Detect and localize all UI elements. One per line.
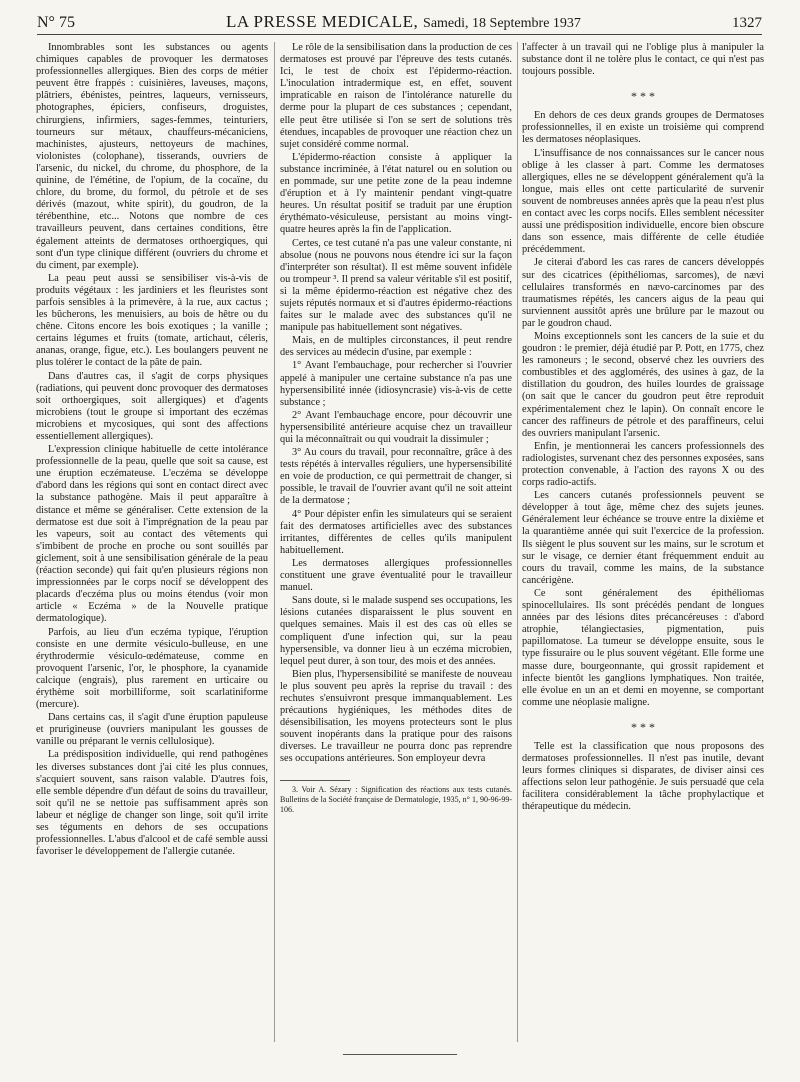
paragraph: Moins exceptionnels sont les cancers de la suie et du goudron : le premier, déjà étudié par P. Pott, en 1775, chez les ramoneurs ; le second, observé chez les ouvriers des combustibles et des agglomérés, des usines à gaz, de la distillation du goudron, des huiles lourdes de graissage (on sait que le cancer du goudron peut être reproduit expérimentalement chez le lapin). On connaît encore le cancer des raffineurs de pétrole et des paraffineurs, celui des ouvriers manipulant l'arsenic. (522, 330, 764, 439)
paragraph: Enfin, je mentionnerai les cancers professionnels des radiologistes, survenant chez des personnes exposées, sans protection convenable, à l'action des rayons X ou des corps radio-actifs. (522, 440, 764, 489)
paragraph: Le rôle de la sensibilisation dans la production de ces dermatoses est prouvé par l'épreuve des tests cutanés. Ici, le test de choix est l'épidermo-réaction. L'inoculation intradermique est, en effet, souvent impraticable en raison de l'intolérance naturelle du derme pour la plupart de ces substances ; cependant, elle peut être utilisée si l'on se sert de solutions très étendues, incapables de provoquer une réaction chez un sujet considéré comme normal. (280, 42, 512, 150)
paragraph: L'insuffisance de nos connaissances sur le cancer nous oblige à les classer à part. Comme les dermatoses allergiques, elles ne se développent généralement qu'à la longue, mais elles ont cette particularité de survenir souvent de nombreuses années après que la peau n'est plus en contact avec les corps nocifs. Elles semblent nécessiter aussi une prédisposition individuelle, encore bien obscure dans son essence, mais différente de celle étudiée précédemment. (522, 147, 764, 256)
footnote-rule (280, 780, 350, 781)
bottom-rule (343, 1054, 457, 1055)
issue-date: Samedi, 18 Septembre 1937 (423, 16, 581, 31)
page-header (37, 12, 762, 35)
paragraph: Parfois, au lieu d'un eczéma typique, l'éruption consiste en une dermite vésiculo-bulleuse, en une érythrodermie vésiculo-œdémateuse, comme en provoquent l'arsenic, l'or, le phosphore, la cyanamide calcique (engrais), plus rarement en urticaire ou érythème soit morbilliforme, soit scarlatiniforme (mercure). (36, 626, 268, 711)
section-separator: * * * (631, 719, 655, 734)
paragraph: Dans d'autres cas, il s'agit de corps physiques (radiations, qui peuvent donc provoquer des dermatoses soit orthoergiques, soit allergiques) et d'agents microbiens (tout le groupe si important des eczémas microbiens et mycosiques, qui sont des affections essentiellement allergiques). (36, 370, 268, 442)
page-number: 1327 (731, 15, 762, 31)
paragraph: Les cancers cutanés professionnels peuvent se développer à tout âge, même chez des sujets jeunes. Généralement leur échéance se trouve entre la dixième et la quarantième année qui suit l'exercice de la profession. Ils siègent le plus souvent sur les mains, sur le scrotum et sur le visage, ce dernier étant fréquemment enduit au cours du travail, comme les mains, de la substance cancérigène. (522, 490, 764, 586)
paragraph: La prédisposition individuelle, qui rend pathogènes les diverses substances dont j'ai cité les plus connues, s'acquiert souvent, sans raison valable. D'autres fois, elle semble dépendre d'un défaut de soins du travailleur, soit qu'il ne se nettoie pas suffisamment après son labeur et néglige de changer son linge, soit qu'il irrite ses téguments en dehors de ses occupations professionnelles. L'abus d'alcool et de café semble aussi favoriser le développement de l'allergie cutanée. (36, 749, 268, 858)
paragraph: Les dermatoses allergiques professionnelles constituent une grave éventualité pour le travailleur manuel. (280, 557, 512, 594)
column-divider (274, 42, 275, 1042)
paragraph: Bien plus, l'hypersensibilité se manifeste de nouveau le plus souvent peu après la reprise du travail : des rechutes s'ensuivront presque immanquablement. Les précautions hygiéniques, les méthodes dites de désensibilisation, les moyens protecteurs sont le plus souvent inopérants dans la pratique pour des raisons diverses. Le travailleur ne pourra donc pas reprendre ses occupations antérieures. Son employeur devra (280, 668, 512, 765)
column-divider (517, 42, 518, 1042)
paragraph: L'épidermo-réaction consiste à appliquer la substance incriminée, à l'état naturel ou en solution ou en pommade, sur une petite zone de la peau indemne d'éruption et à l'y maintenir pendant vingt-quatre heures. Un résultat positif se traduit par une éruption érythémato-vésiculeuse, persistant au moins vingt-quatre heures après la fin de l'application. (280, 151, 512, 236)
column-3 (522, 42, 764, 1042)
paragraph: La peau peut aussi se sensibiliser vis-à-vis de produits végétaux : les jardiniers et les fleuristes sont parfois sensibles à la primevère, à la rue, aux cactus ; les bûcherons, les menuisiers, au bois de hêtre ou du chêne. Citons encore les bois exotiques ; la vanille ; certains légumes et fruits (tomate, artichaut, céleris, ananas, orange, figue, etc.). Les boulangers peuvent ne plus tolérer le contact de la pâte de pain. (36, 272, 268, 369)
paragraph: Mais, en de multiples circonstances, il peut rendre des services au médecin d'usine, par exemple : (280, 335, 512, 359)
paragraph: l'affecter à un travail qui ne l'oblige plus à manipuler la substance dont il ne tolère plus le contact, ce qui n'est pas toujours possible. (522, 42, 764, 78)
paragraph: Je citerai d'abord les cas rares de cancers développés sur des cicatrices (épithéliomas, sarcomes), de nævi cellulaires transformés en nævo-carcinomes par des traumatismes répétés, les cancers aigus de la peau qui surviennent aussitôt après une brûlure par le mazout ou par le goudron chaud. (522, 257, 764, 329)
paragraph: Dans certains cas, il s'agit d'une éruption papuleuse et prurigineuse (ouvriers manipulant les gousses de vanille ou préparant le vernis cellulosique). (36, 712, 268, 748)
section-separator: * * * (631, 89, 655, 104)
paragraph: Ce sont généralement des épithéliomas spinocellulaires. Ils sont précédés pendant de longues années par des lésions dites précancéreuses : d'abord atrophie, télangiectasies, pigmentation, puis papillomatose. La tumeur se développe ensuite, sous le type fissuraire ou le plus souvent végétant. Elle forme une masse dure, bourgeonnante, qui grossit rapidement et infecte bientôt les ganglions lymphatiques. Non traitée, elle évolue en un an et demi en moyenne, se comportant comme une néoplasie maligne. (522, 587, 764, 708)
paragraph: En dehors de ces deux grands groupes de Dermatoses professionnelles, il en existe un troisième qui comprend les dermatoses néoplasiques. (522, 110, 764, 146)
column-1 (36, 42, 268, 1042)
list-item: 1° Avant l'embauchage, pour rechercher si l'ouvrier appelé à manipuler une certaine substance n'a pas une hypersensibilité innée (idiosyncrasie) vis-à-vis de cette substance ; (280, 360, 512, 408)
paragraph: Sans doute, si le malade suspend ses occupations, les lésions cutanées disparaissent le plus souvent en quelques semaines. Mais il est des cas où elles se compliquent d'une infection qui, sur la peau hypersensible, va donner lieu à un eczéma microbien, lequel peut durer, à son tour, des mois et des années. (280, 595, 512, 667)
list-item: 3° Au cours du travail, pour reconnaître, grâce à des tests répétés à intervalles réguliers, une hypersensibilité en voie de production, ce qui permettrait de changer, si possible, le travail de l'ouvrier avant qu'il ne soit atteint de la dermatose ; (280, 447, 512, 507)
column-2 (280, 42, 512, 1042)
paragraph: L'expression clinique habituelle de cette intolérance professionnelle de la peau, quelle que soit sa cause, est une éruption eczémateuse. L'eczéma se développe d'abord dans les régions qui sont en contact direct avec la substance pathogène. Mais il peut apparaître à distance et même se généraliser. Cette extension de la dermatose est due soit à l'imprégnation de la peau par les vapeurs, soit au contact des vêtements qui s'imbibent de proche en proche ou sont souillés par giclement, soit à une sensibilisation générale de la peau (réaction seconde) qui fait qu'en plusieurs régions non impressionnées par le corps nocif se développent des placards d'eczéma plus ou moins étendus (voir mon article « Eczéma » de la Nouvelle pratique dermatologique). (36, 444, 268, 625)
journal-title (226, 12, 581, 32)
journal-name: LA PRESSE MEDICALE, (226, 12, 419, 31)
footnote: 3. Voir A. Sézary : Signification des réactions aux tests cutanés. Bulletins de la Société française de Dermatologie, 1935, n° 1, 90-96-99-106. (280, 784, 512, 814)
paragraph: Innombrables sont les substances ou agents chimiques capables de provoquer les dermatoses professionnelles allergiques. Bien des corps de métier peuvent être frappés : cuisinières, laveuses, maçons, plâtriers, ébénistes, peintres, laqueurs, vernisseurs, photographes, épiciers, confiseurs, droguistes, chirurgiens, infirmiers, sages-femmes, teinturiers, tourneurs sur métaux, chauffeurs-mécaniciens, machinistes, ajusteurs, nettoyeurs de machines, violonistes (colophane), tisserands, ouvriers de l'arsenic, du nickel, du chrome, du phosphore, de la quinine, de l'émétine, de l'opium, de la cocaïne, du chlore, du brome, du formol, du pétrole et de ses dérivés (mazout, white spirit), du goudron, de la térébenthine, etc... Notons que nombre de ces travailleurs peuvent, dans certaines conditions, être également atteints de dermatoses orthoergiques, qui sont d'un type clinique différent (ouvriers du chrome et du ciment, par exemple). (36, 42, 268, 271)
list-item: 2° Avant l'embauchage encore, pour découvrir une hypersensibilité antérieure acquise chez un travailleur qui la méconnaîtrait ou qui voudrait la dissimuler ; (280, 409, 512, 445)
paragraph: Certes, ce test cutané n'a pas une valeur constante, ni absolue (nous ne pouvons nous étendre ici sur la façon d'interpréter son résultat). Il est même souvent infidèle ou trompeur ³. Il prend sa valeur véritable s'il est positif, si la même épidermo-réaction est négative chez des sujets réputés normaux et si d'autres épidermo-réactions faites sur le malade avec des substances qu'il ne manipule pas habituellement sont négatives. (280, 237, 512, 334)
paragraph: Telle est la classification que nous proposons des dermatoses professionnelles. Il n'est pas inutile, devant leurs formes cliniques si disparates, de diviser ainsi ces affections selon leur pathogénie. Je suis persuadé que cela facilitera considérablement la tâche prophylactique et thérapeutique du médecin. (522, 740, 764, 813)
issue-number: N° 75 (37, 14, 75, 31)
list-item: 4° Pour dépister enfin les simulateurs qui se seraient fait des dermatoses artificielles avec des substances irritantes, différentes de celles qu'ils manipulent habituellement. (280, 508, 512, 556)
